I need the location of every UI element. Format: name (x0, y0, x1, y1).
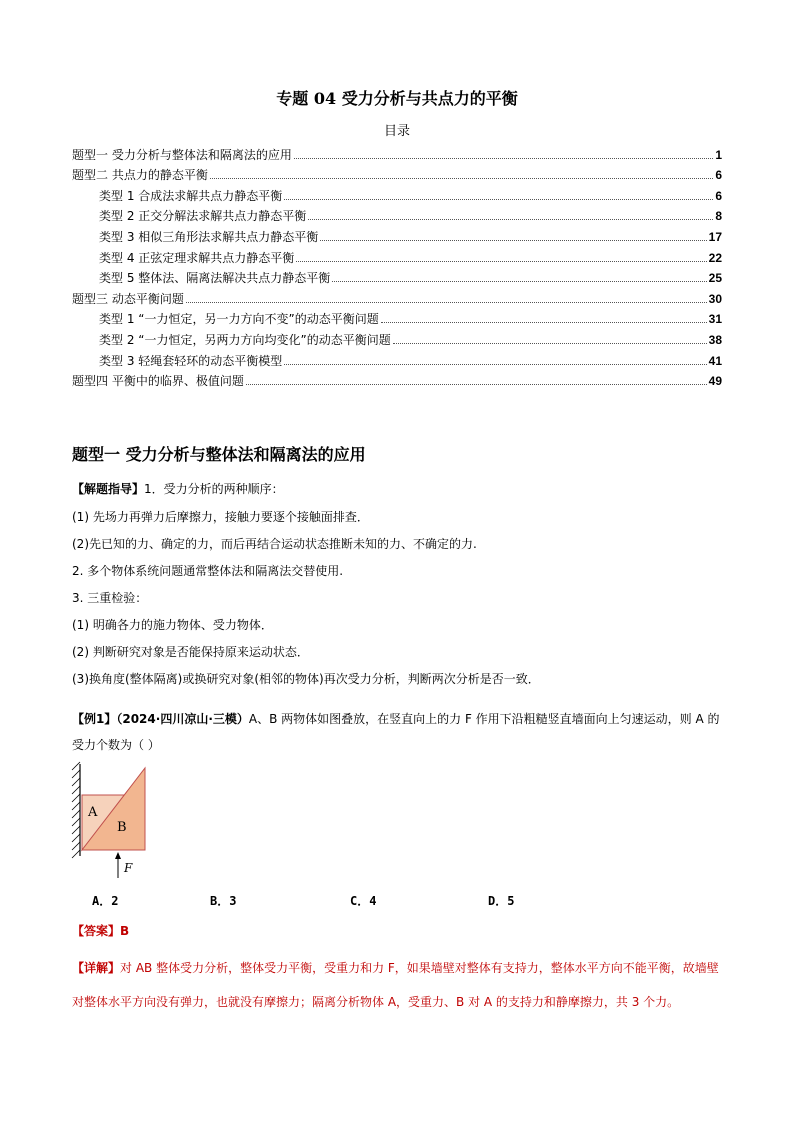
option-c[interactable]: C．4 (350, 894, 377, 908)
toc-entry[interactable]: 类型 1 合成法求解共点力静态平衡 6 (99, 188, 722, 203)
option-a[interactable]: A．2 (92, 894, 119, 908)
toc-entry[interactable]: 题型四 平衡中的临界、极值问题 49 (72, 374, 722, 389)
toc-entry[interactable]: 题型二 共点力的静态平衡 6 (72, 168, 722, 183)
option-b[interactable]: B．3 (210, 894, 237, 908)
detail-explanation: 【详解】对 AB 整体受力分析，整体受力平衡，受重力和力 F，如果墙壁对整体有支持力，整体水平方向不能平衡，故墙壁对整体水平方向没有弹力，也就没有摩擦力；隔离分析物体 A，受重力、B 对 A 的支持力和静摩擦力，共 3 个力。 (72, 961, 719, 1009)
label-f: F (124, 861, 133, 875)
guide-line: (1) 先场力再弹力后摩擦力，接触力要逐个接触面排查． (72, 510, 369, 524)
option-d[interactable]: D．5 (488, 894, 515, 908)
block-diagram (68, 760, 168, 885)
toc-entry[interactable]: 题型三 动态平衡问题 30 (72, 291, 722, 306)
toc-entry[interactable]: 类型 1 “一力恒定，另一力方向不变”的动态平衡问题 31 (99, 312, 722, 327)
guide-line: 【解题指导】1．受力分析的两种顺序： (72, 482, 284, 496)
toc-entry[interactable]: 类型 5 整体法、隔离法解决共点力静态平衡 25 (99, 271, 722, 286)
table-of-contents (72, 141, 722, 388)
wall-blocks-figure (68, 760, 168, 885)
toc-heading: 目录 (383, 124, 410, 139)
toc-entry[interactable]: 类型 2 “一力恒定，另两力方向均变化”的动态平衡问题 38 (99, 332, 722, 347)
toc-entry[interactable]: 类型 3 轻绳套轻环的动态平衡模型 41 (99, 353, 722, 368)
label-b: B (117, 820, 127, 835)
toc-entry[interactable]: 题型一 受力分析与整体法和隔离法的应用 1 (72, 147, 722, 162)
toc-entry[interactable]: 类型 2 正交分解法求解共点力静态平衡 8 (99, 209, 722, 224)
guide-line: (1) 明确各力的施力物体、受力物体． (72, 618, 273, 632)
guide-line: (3)换角度(整体隔离)或换研究对象(相邻的物体)再次受力分析，判断两次分析是否一致． (72, 672, 540, 686)
guide-line: 3. 三重检验： (72, 591, 148, 605)
force-arrowhead (115, 852, 121, 859)
guide-line: 2. 多个物体系统问题通常整体法和隔离法交替使用. (72, 564, 344, 578)
section-title: 题型一 受力分析与整体法和隔离法的应用 (72, 445, 366, 464)
label-a: A (88, 805, 98, 820)
answer-options (0, 892, 794, 910)
answer-line: 【答案】B (72, 924, 130, 938)
example-question: 【例1】（2024·四川凉山·三模）A、B 两物体如图叠放，在竖直向上的力 F 作用下沿粗糙竖直墙面向上匀速运动，则 A 的受力个数为（ ） (72, 712, 720, 752)
guide-line: (2) 判断研究对象是否能保持原来运动状态． (72, 645, 309, 659)
toc-entry[interactable]: 类型 4 正弦定理求解共点力静态平衡 22 (99, 250, 722, 265)
guide-line: (2)先已知的力、确定的力，而后再结合运动状态推断未知的力、不确定的力. (72, 537, 477, 551)
toc-entry[interactable]: 类型 3 相似三角形法求解共点力静态平衡 17 (99, 229, 722, 244)
document-title: 专题 04 受力分析与共点力的平衡 (276, 89, 518, 108)
